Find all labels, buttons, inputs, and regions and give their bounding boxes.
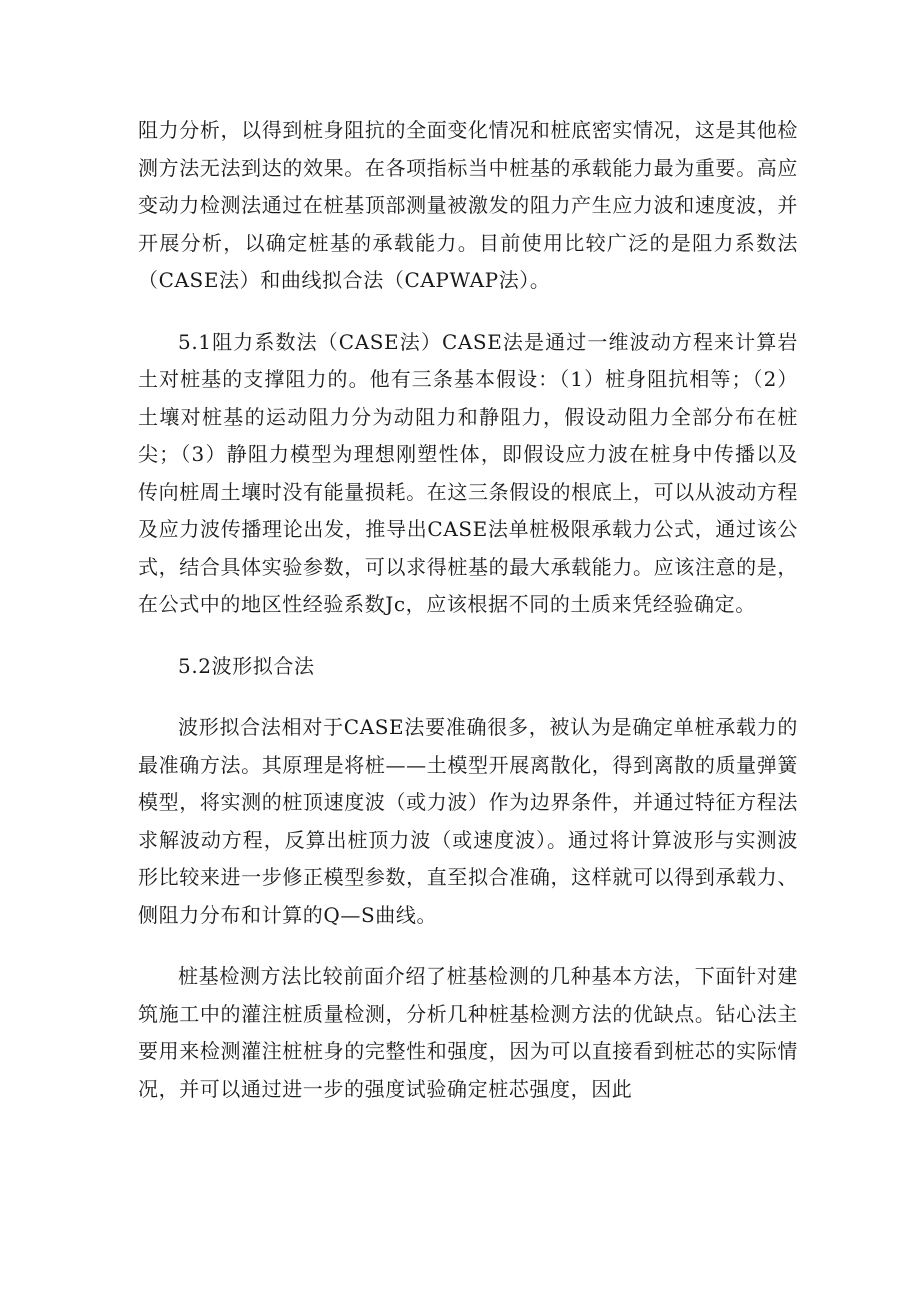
section-heading-waveform-fitting: 5.2波形拟合法: [178, 653, 315, 678]
paragraph-method-comparison: 桩基检测方法比较前面介绍了桩基检测的几种基本方法，下面针对建筑施工中的灌注桩质量检测，分析几种桩基检测方法的优缺点。钻心法主要用来检测灌注桩桩身的完整性和强度，因为可以直接看到桩芯的实际情况，并可以通过进一步的强度试验确定桩芯强度，因此: [138, 964, 798, 1101]
paragraph-case-method: 5.1阻力系数法（CASE法）CASE法是通过一维波动方程来计算岩土对桩基的支撑阻力的。他有三条基本假设：（1）桩身阻抗相等；（2）土壤对桩基的运动阻力分为动阻力和静阻力，假设动阻力全部分布在桩尖；（3）静阻力模型为理想刚塑性体，即假设应力波在桩身中传播以及传向桩周土壤时没有能量损耗。在这三条假设的根底上，可以从波动方程及应力波传播理论出发，推导出CASE法单桩极限承载力公式，通过该公式，结合具体实验参数，可以求得桩基的最大承载能力。应该注意的是，在公式中的地区性经验系数Jc，应该根据不同的土质来凭经验确定。: [138, 329, 798, 616]
paragraph-resistance-analysis: 阻力分析，以得到桩身阻抗的全面变化情况和桩底密实情况，这是其他检测方法无法到达的效果。在各项指标当中桩基的承载能力最为重要。高应变动力检测法通过在桩基顶部测量被激发的阻力产生应力波和速度波，并开展分析，以确定桩基的承载能力。目前使用比较广泛的是阻力系数法（CASE法）和曲线拟合法（CAPWAP法）。: [138, 118, 798, 292]
document-page: [138, 112, 798, 1132]
paragraph-waveform-fitting: 波形拟合法相对于CASE法要准确很多，被认为是确定单桩承载力的最准确方法。其原理是将桩——土模型开展离散化，得到离散的质量弹簧模型，将实测的桩顶速度波（或力波）作为边界条件，并通过特征方程法求解波动方程，反算出桩顶力波（或速度波）。通过将计算波形与实测波形比较来进一步修正模型参数，直至拟合准确，这样就可以得到承载力、侧阻力分布和计算的Q—S曲线。: [138, 715, 798, 927]
